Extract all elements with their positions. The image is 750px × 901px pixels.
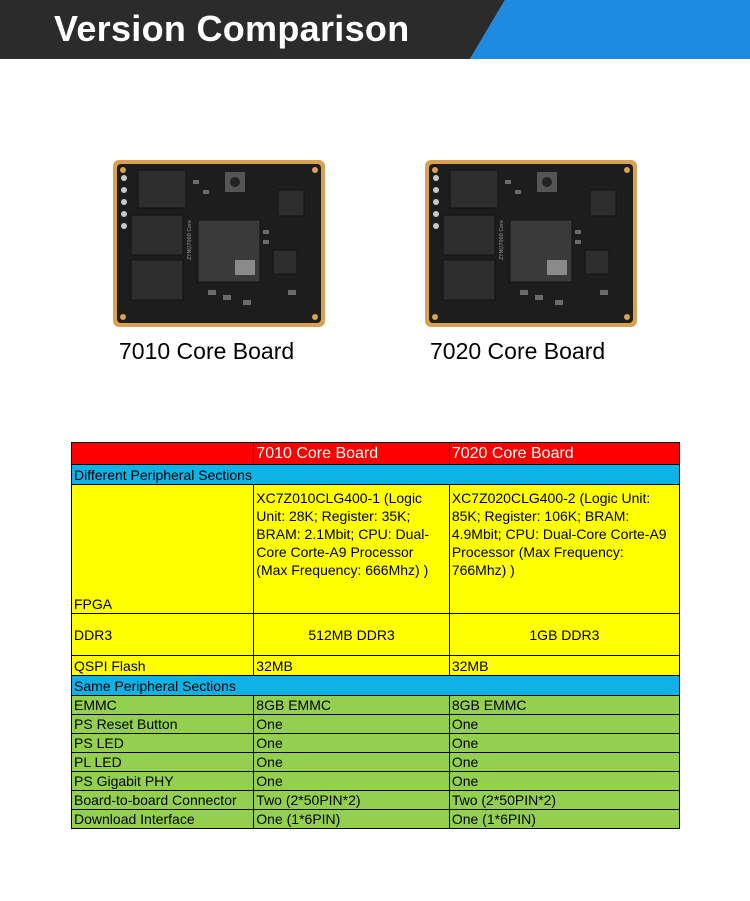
pcb-illustration-7020 [425, 160, 637, 327]
row-label: Board-to-board Connector [72, 791, 254, 810]
cell-7010: One [254, 734, 450, 753]
cell-7010: 8GB EMMC [254, 696, 450, 715]
table-row-fpga [72, 485, 680, 614]
cell-fpga-7020: XC7Z020CLG400-2 (Logic Unit: 85K; Register: 106K; BRAM: 4.9Mbit; CPU: Dual-Core Corte-A9 Processor (Max Frequency: 766Mhz) ) [449, 485, 679, 614]
cell-fpga-7010: XC7Z010CLG400-1 (Logic Unit: 28K; Register: 35K; BRAM: 2.1Mbit; CPU: Dual-Core Corte-A9 Processor (Max Frequency: 666Mhz) ) [254, 485, 450, 614]
row-label: Download Interface [72, 810, 254, 829]
board-caption-7020: 7020 Core Board [430, 338, 606, 364]
row-label-fpga: FPGA [72, 485, 254, 614]
cell-ddr3-7010: 512MB DDR3 [254, 614, 450, 656]
section-row-same [72, 676, 680, 696]
table-row [72, 772, 680, 791]
cell-7010: One (1*6PIN) [254, 810, 450, 829]
pcb-silkscreen-7010: ZYNQ7000 Core [187, 219, 193, 260]
section-row-different [72, 465, 680, 485]
page-title: Version Comparison [54, 8, 410, 49]
table-row-qspi [72, 656, 680, 676]
cell-7020: 8GB EMMC [449, 696, 679, 715]
pcb-illustration-7010 [113, 160, 325, 327]
cell-7020: One [449, 715, 679, 734]
section-label-different: Different Peripheral Sections [72, 465, 680, 485]
cell-ddr3-7020: 1GB DDR3 [449, 614, 679, 656]
pcb-silkscreen-7020: ZYNQ7000 Core [499, 219, 505, 260]
board-caption-7010: 7010 Core Board [119, 338, 295, 364]
cell-7020: Two (2*50PIN*2) [449, 791, 679, 810]
table-header-row [72, 443, 680, 465]
cell-7020: One [449, 772, 679, 791]
section-label-same: Same Peripheral Sections [72, 676, 680, 696]
row-label: EMMC [72, 696, 254, 715]
cell-7010: Two (2*50PIN*2) [254, 791, 450, 810]
table-row [72, 791, 680, 810]
board-image-7020 [425, 160, 637, 327]
cell-7010: One [254, 715, 450, 734]
cell-qspi-7020: 32MB [449, 656, 679, 676]
cell-7020: One [449, 753, 679, 772]
table-row [72, 753, 680, 772]
cell-7010: One [254, 772, 450, 791]
row-label-qspi: QSPI Flash [72, 656, 254, 676]
table-row [72, 696, 680, 715]
cell-qspi-7010: 32MB [254, 656, 450, 676]
table-row [72, 715, 680, 734]
header-cell-7010: 7010 Core Board [254, 443, 450, 465]
header-cell-feature [72, 443, 254, 465]
comparison-table [71, 442, 680, 829]
row-label: PS Reset Button [72, 715, 254, 734]
row-label: PS Gigabit PHY [72, 772, 254, 791]
board-image-7010 [113, 160, 325, 327]
row-label-ddr3: DDR3 [72, 614, 254, 656]
table-row [72, 810, 680, 829]
cell-7020: One [449, 734, 679, 753]
table-row [72, 734, 680, 753]
row-label: PL LED [72, 753, 254, 772]
row-label: PS LED [72, 734, 254, 753]
cell-7010: One [254, 753, 450, 772]
cell-7020: One (1*6PIN) [449, 810, 679, 829]
table-row-ddr3 [72, 614, 680, 656]
header-banner [0, 0, 750, 59]
header-cell-7020: 7020 Core Board [449, 443, 679, 465]
